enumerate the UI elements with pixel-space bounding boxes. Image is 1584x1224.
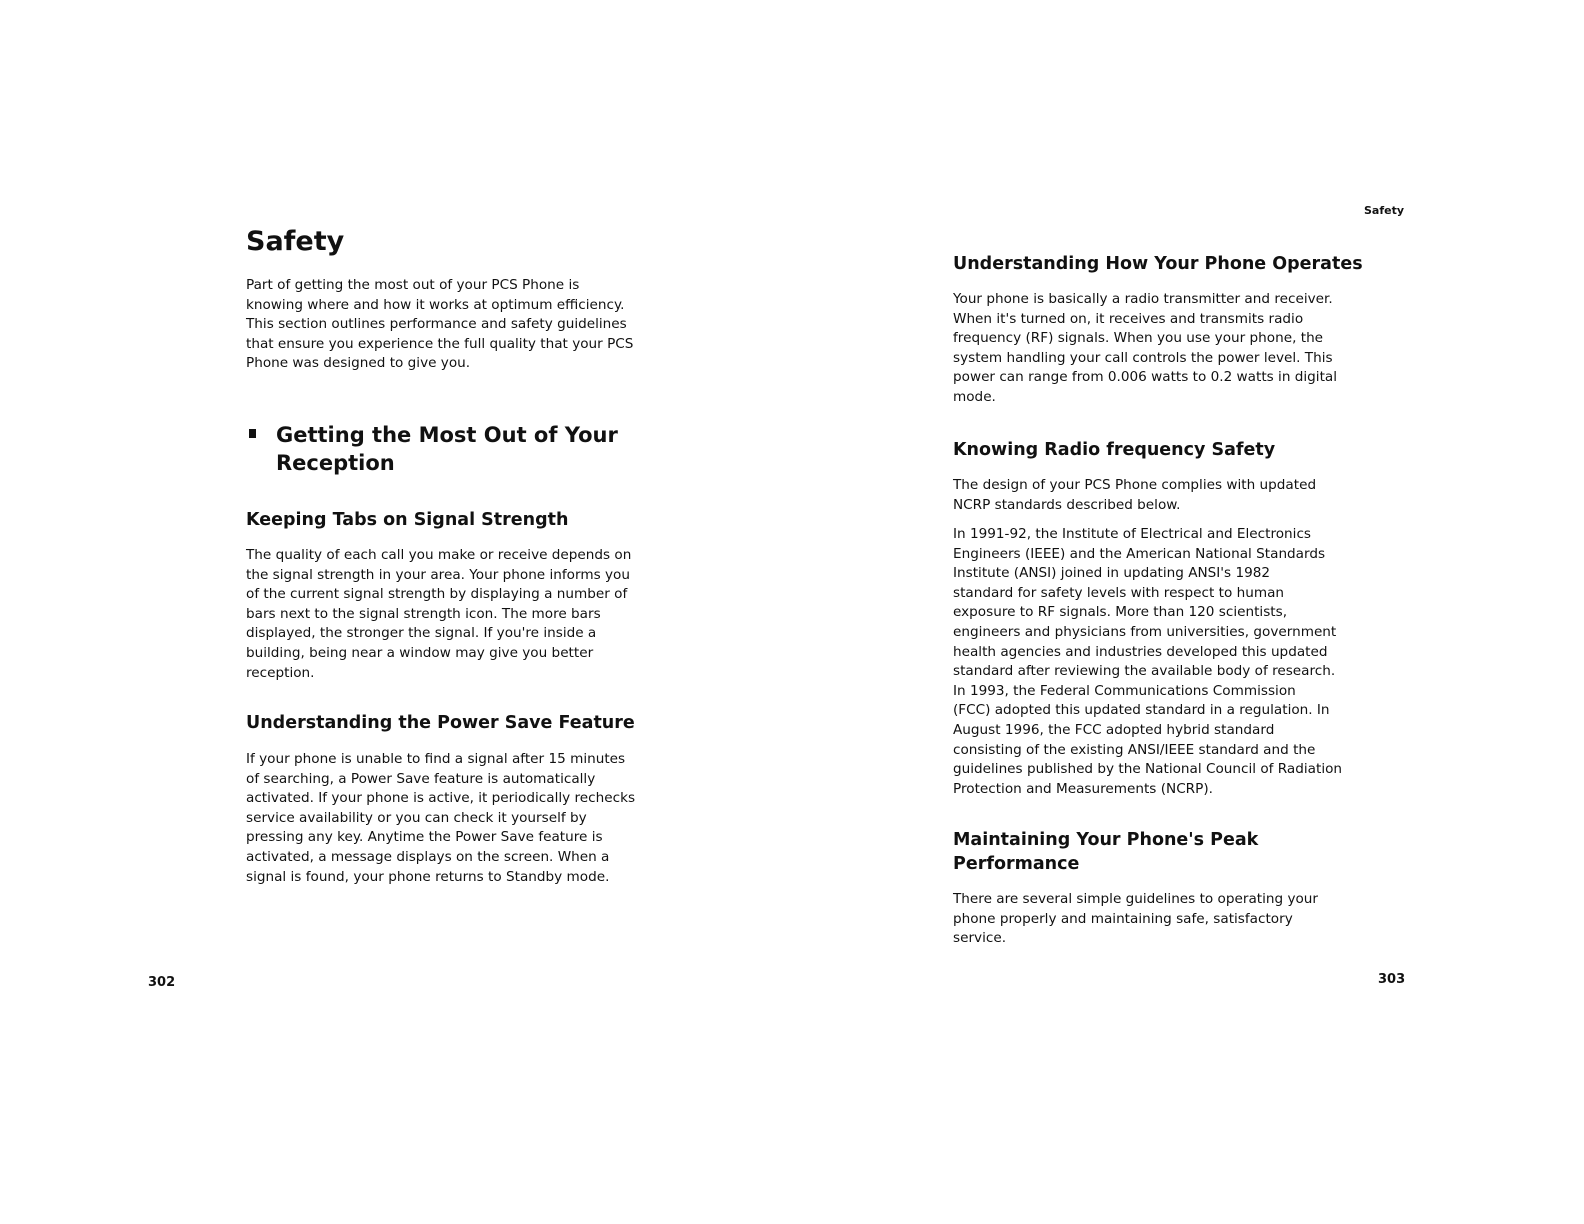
text-line: exposure to RF signals. More than 120 scientists, [953,604,1288,621]
text-line: service. [953,930,1007,947]
text-line: phone properly and maintaining safe, satisfactory [953,910,1293,927]
text-line: NCRP standards described below. [953,496,1181,513]
text-line: bars next to the signal strength icon. The more bars [246,605,601,622]
text-line: service availability or you can check it yourself by [246,809,587,826]
text-line: power can range from 0.006 watts to 0.2 watts in digital [953,369,1338,386]
power-save-paragraph [246,750,635,887]
page-number-right: 303 [1378,972,1406,987]
text-line: The design of your PCS Phone complies with updated [953,477,1317,493]
text-line: reception. [246,664,315,681]
text-line: building, being near a window may give you better [246,644,594,661]
page-title: Safety [246,226,345,257]
text-line: Protection and Measurements (NCRP). [953,780,1213,797]
text-line: If your phone is unable to find a signal after 15 minutes [246,751,626,767]
text-line: mode. [953,388,996,405]
text-line: standard after reviewing the available body of research. [953,663,1336,680]
intro-paragraph [246,276,633,374]
text-line: This section outlines performance and safety guidelines [246,316,627,333]
phone-operates-heading: Understanding How Your Phone Operates [953,254,1363,274]
text-line: The quality of each call you make or receive depends on [246,547,632,563]
text-line: (FCC) adopted this updated standard in a regulation. In [953,702,1330,719]
rf-safety-paragraph-2 [953,525,1342,799]
text-line: In 1991-92, the Institute of Electrical and Electronics [953,526,1311,542]
text-line: guidelines published by the National Council of Radiation [953,761,1343,778]
text-line: that ensure you experience the full quality that your PCS [246,335,634,352]
peak-performance-heading [953,828,1258,876]
signal-strength-heading: Keeping Tabs on Signal Strength [246,510,569,530]
section-heading-line: Reception [276,451,395,475]
text-line: When it's turned on, it receives and transmits radio [953,310,1304,327]
text-line: activated, a message displays on the screen. When a [246,848,610,865]
rf-safety-heading: Knowing Radio frequency Safety [953,440,1276,460]
text-line: There are several simple guidelines to operating your [953,891,1319,907]
peak-performance-heading-line: Maintaining Your Phone's Peak [953,830,1259,850]
text-line: activated. If your phone is active, it periodically rechecks [246,790,636,807]
signal-strength-paragraph [246,546,631,683]
text-line: displayed, the stronger the signal. If you're inside a [246,625,597,642]
text-line: Phone was designed to give you. [246,355,471,372]
section-heading-line: Getting the Most Out of Your [276,423,618,447]
text-line: frequency (RF) signals. When you use your phone, the [953,330,1324,347]
text-line: signal is found, your phone returns to Standby mode. [246,868,610,885]
text-line: August 1996, the FCC adopted hybrid standard [953,721,1275,738]
text-line: of searching, a Power Save feature is automatically [246,770,596,787]
text-line: In 1993, the Federal Communications Commission [953,682,1296,699]
peak-performance-paragraph [953,890,1318,949]
text-line: the signal strength in your area. Your phone informs you [246,566,630,583]
text-line: Part of getting the most out of your PCS Phone is [246,277,580,293]
phone-operates-paragraph [953,290,1337,408]
section-heading [276,421,618,477]
text-line: consisting of the existing ANSI/IEEE standard and the [953,741,1316,758]
peak-performance-heading-line: Performance [953,854,1080,874]
text-line: Institute (ANSI) joined in updating ANSI's 1982 [953,565,1271,582]
text-line: pressing any key. Anytime the Power Save feature is [246,829,603,846]
text-line: Engineers (IEEE) and the American National Standards [953,545,1326,562]
text-line: system handling your call controls the power level. This [953,349,1333,366]
text-line: standard for safety levels with respect to human [953,584,1285,601]
power-save-heading: Understanding the Power Save Feature [246,713,635,733]
text-line: knowing where and how it works at optimum efficiency. [246,296,625,313]
rf-safety-paragraph-1 [953,476,1316,515]
text-line: of the current signal strength by displaying a number of [246,586,628,603]
text-line: engineers and physicians from universities, government [953,623,1337,640]
page-number-left: 302 [148,975,176,990]
bullet-icon [249,429,256,438]
running-head: Safety [1364,204,1405,217]
text-line: health agencies and industries developed this updated [953,643,1328,660]
text-line: Your phone is basically a radio transmitter and receiver. [953,291,1333,307]
